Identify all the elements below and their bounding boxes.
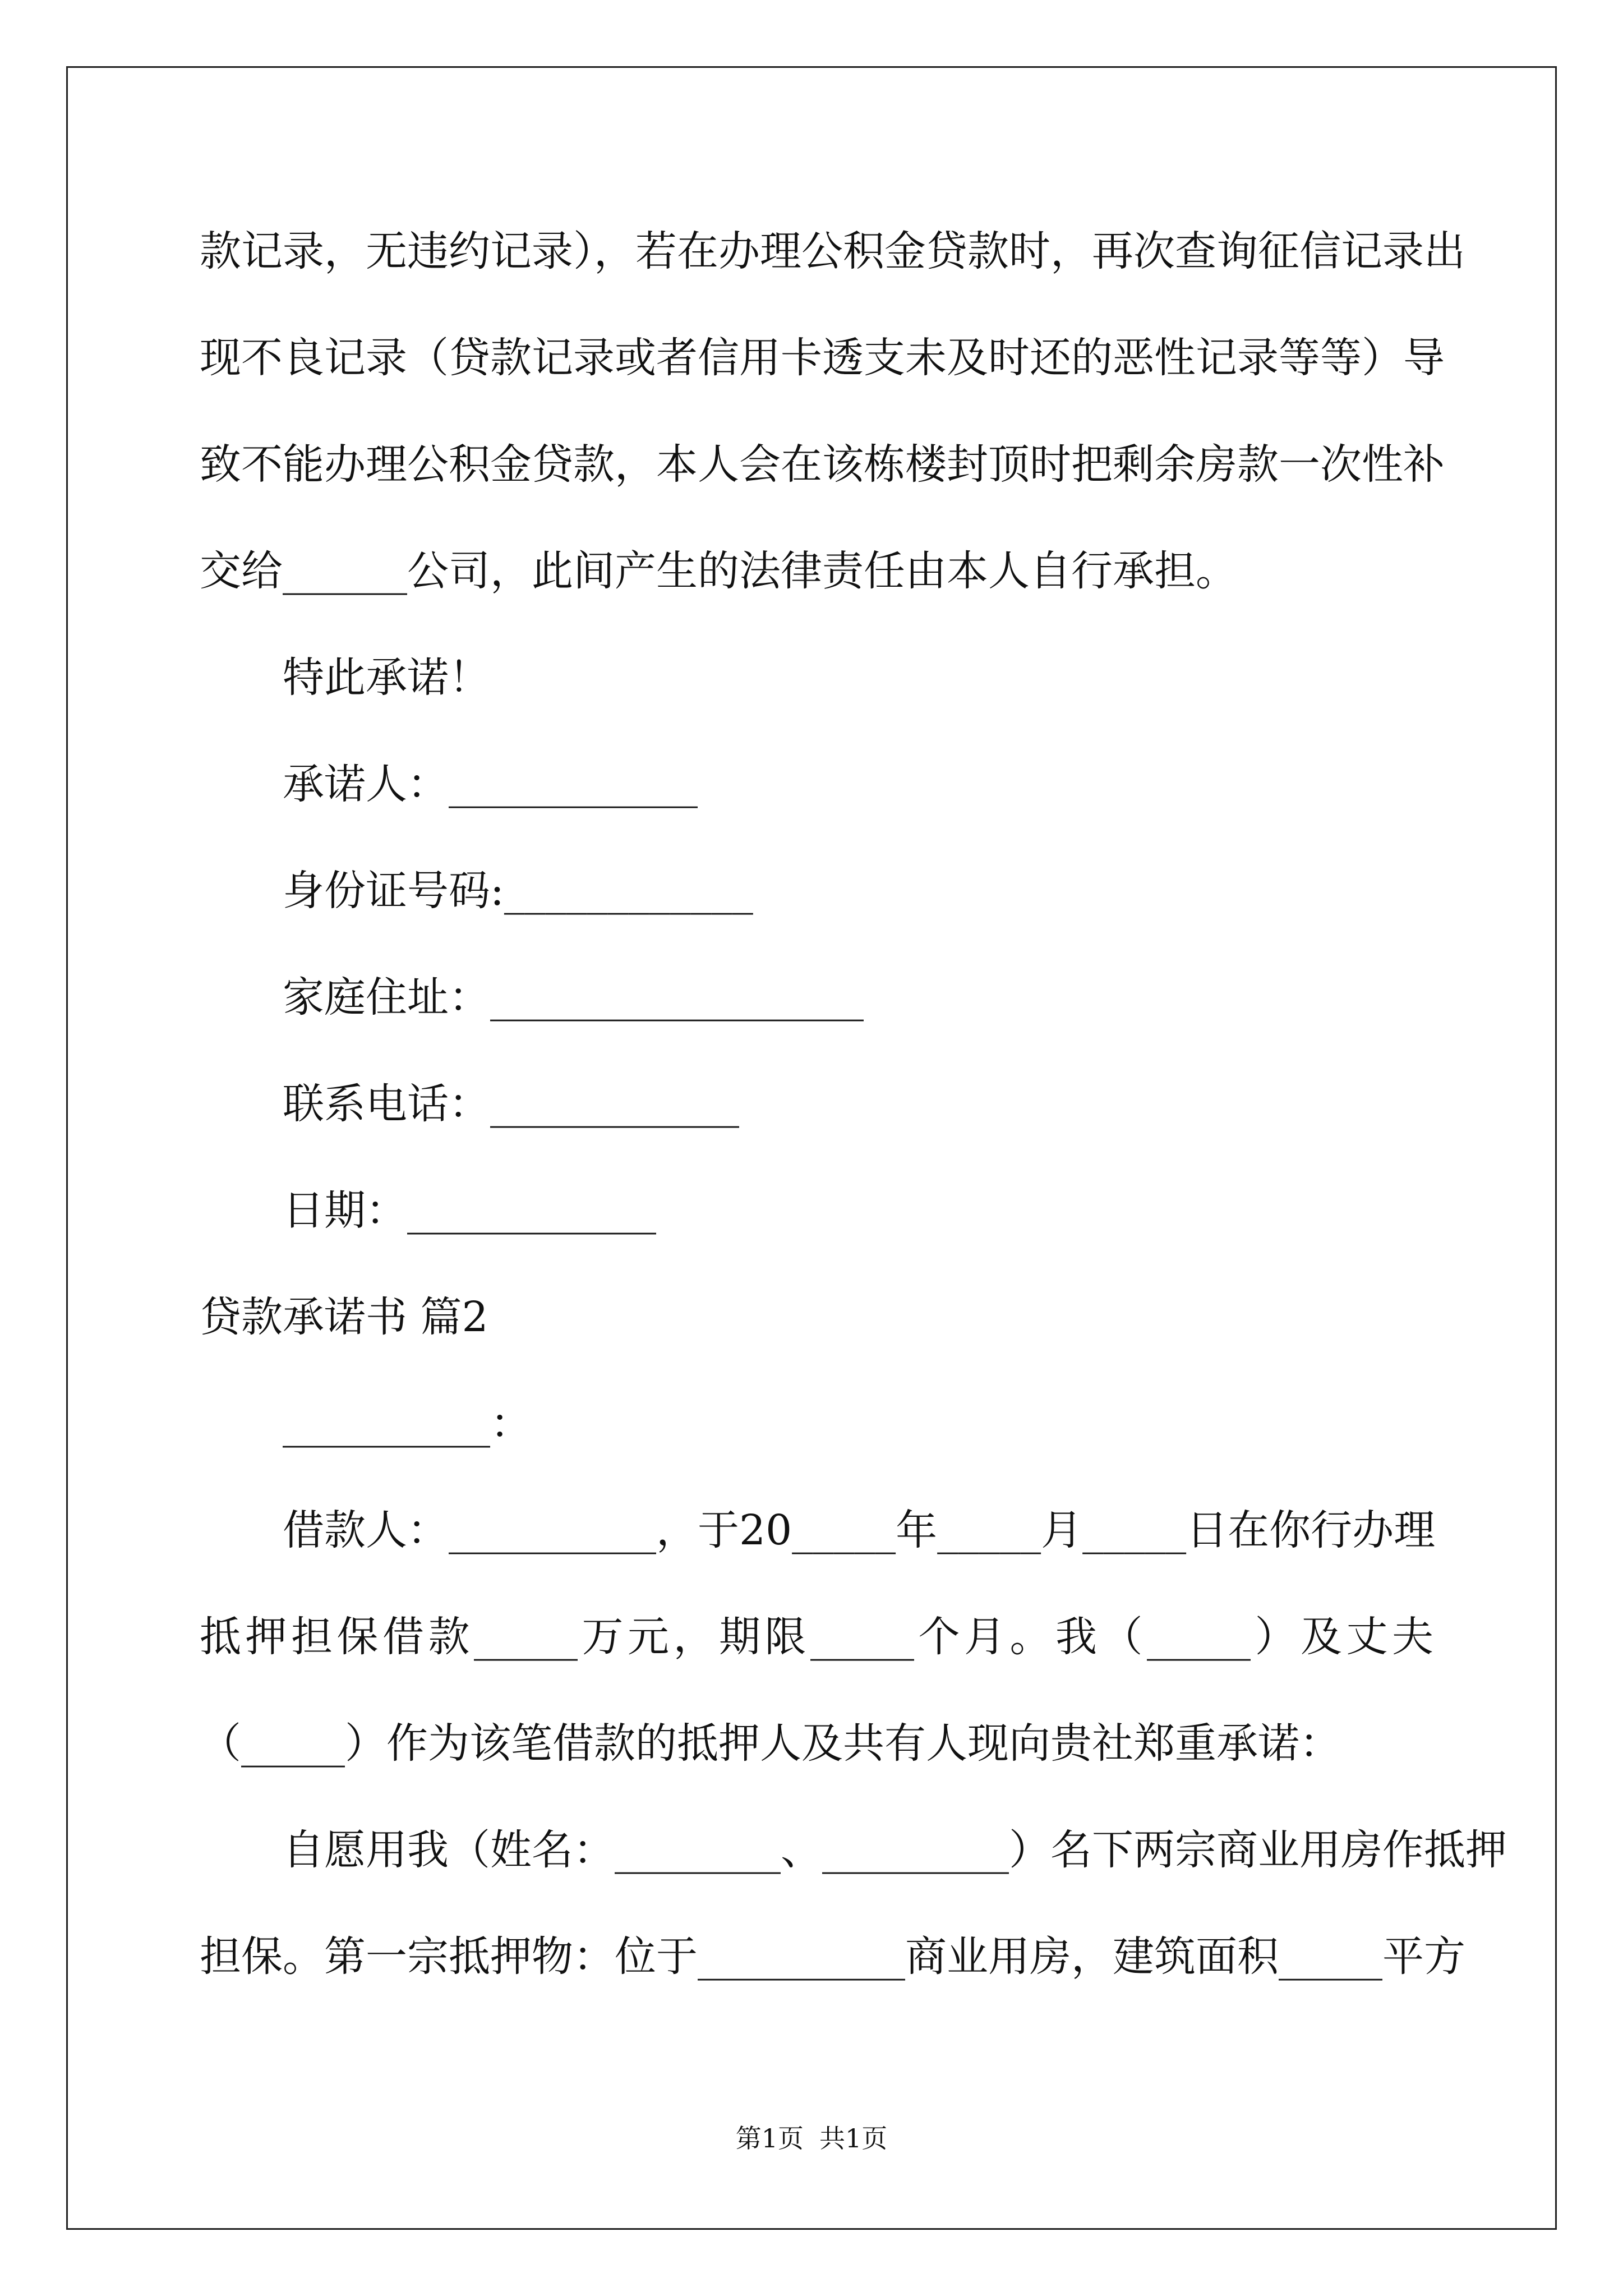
paragraph-line: 担保。第一宗抵押物：位于__________商业用房，建筑面积_____平方 bbox=[200, 1932, 1465, 1981]
paragraph-line: 交给______公司，此间产生的法律责任由本人自行承担。 bbox=[200, 547, 1237, 595]
paragraph-line: 借款人：__________，于20_____年_____月_____日在你行办理 bbox=[283, 1506, 1436, 1554]
page-total: 共1页 bbox=[819, 2123, 888, 2154]
paragraph-line: 款记录，无违约记录），若在办理公积金贷款时，再次查询征信记录出 bbox=[200, 227, 1465, 275]
closing-statement: 特此承诺！ bbox=[283, 654, 490, 702]
paragraph-line: 自愿用我（姓名：________、_________）名下两宗商业用房作抵押 bbox=[283, 1826, 1507, 1874]
paragraph-line: 致不能办理公积金贷款，本人会在该栋楼封顶时把剩余房款一次性补 bbox=[200, 440, 1445, 489]
section-heading: 贷款承诺书 篇2 bbox=[200, 1293, 488, 1341]
date-field: 日期：____________ bbox=[283, 1186, 656, 1235]
phone-field: 联系电话：____________ bbox=[283, 1080, 739, 1128]
paragraph-line: 现不良记录（贷款记录或者信用卡透支未及时还的恶性记录等等）导 bbox=[200, 334, 1445, 382]
promisor-field: 承诺人：____________ bbox=[283, 760, 698, 808]
page-border bbox=[66, 66, 1557, 2230]
paragraph-line: （_____）作为该笔借款的抵押人及共有人现向贵社郑重承诺： bbox=[200, 1719, 1341, 1768]
id-number-field: 身份证号码:____________ bbox=[283, 867, 753, 915]
addressee-line: __________： bbox=[283, 1400, 532, 1448]
page-number: 第1页 bbox=[735, 2123, 804, 2154]
paragraph-line: 抵押担保借款_____万元，期限_____个月。我（_____）及丈夫 bbox=[200, 1613, 1433, 1661]
page-footer bbox=[0, 2122, 1623, 2155]
home-address-field: 家庭住址：__________________ bbox=[283, 973, 864, 1022]
